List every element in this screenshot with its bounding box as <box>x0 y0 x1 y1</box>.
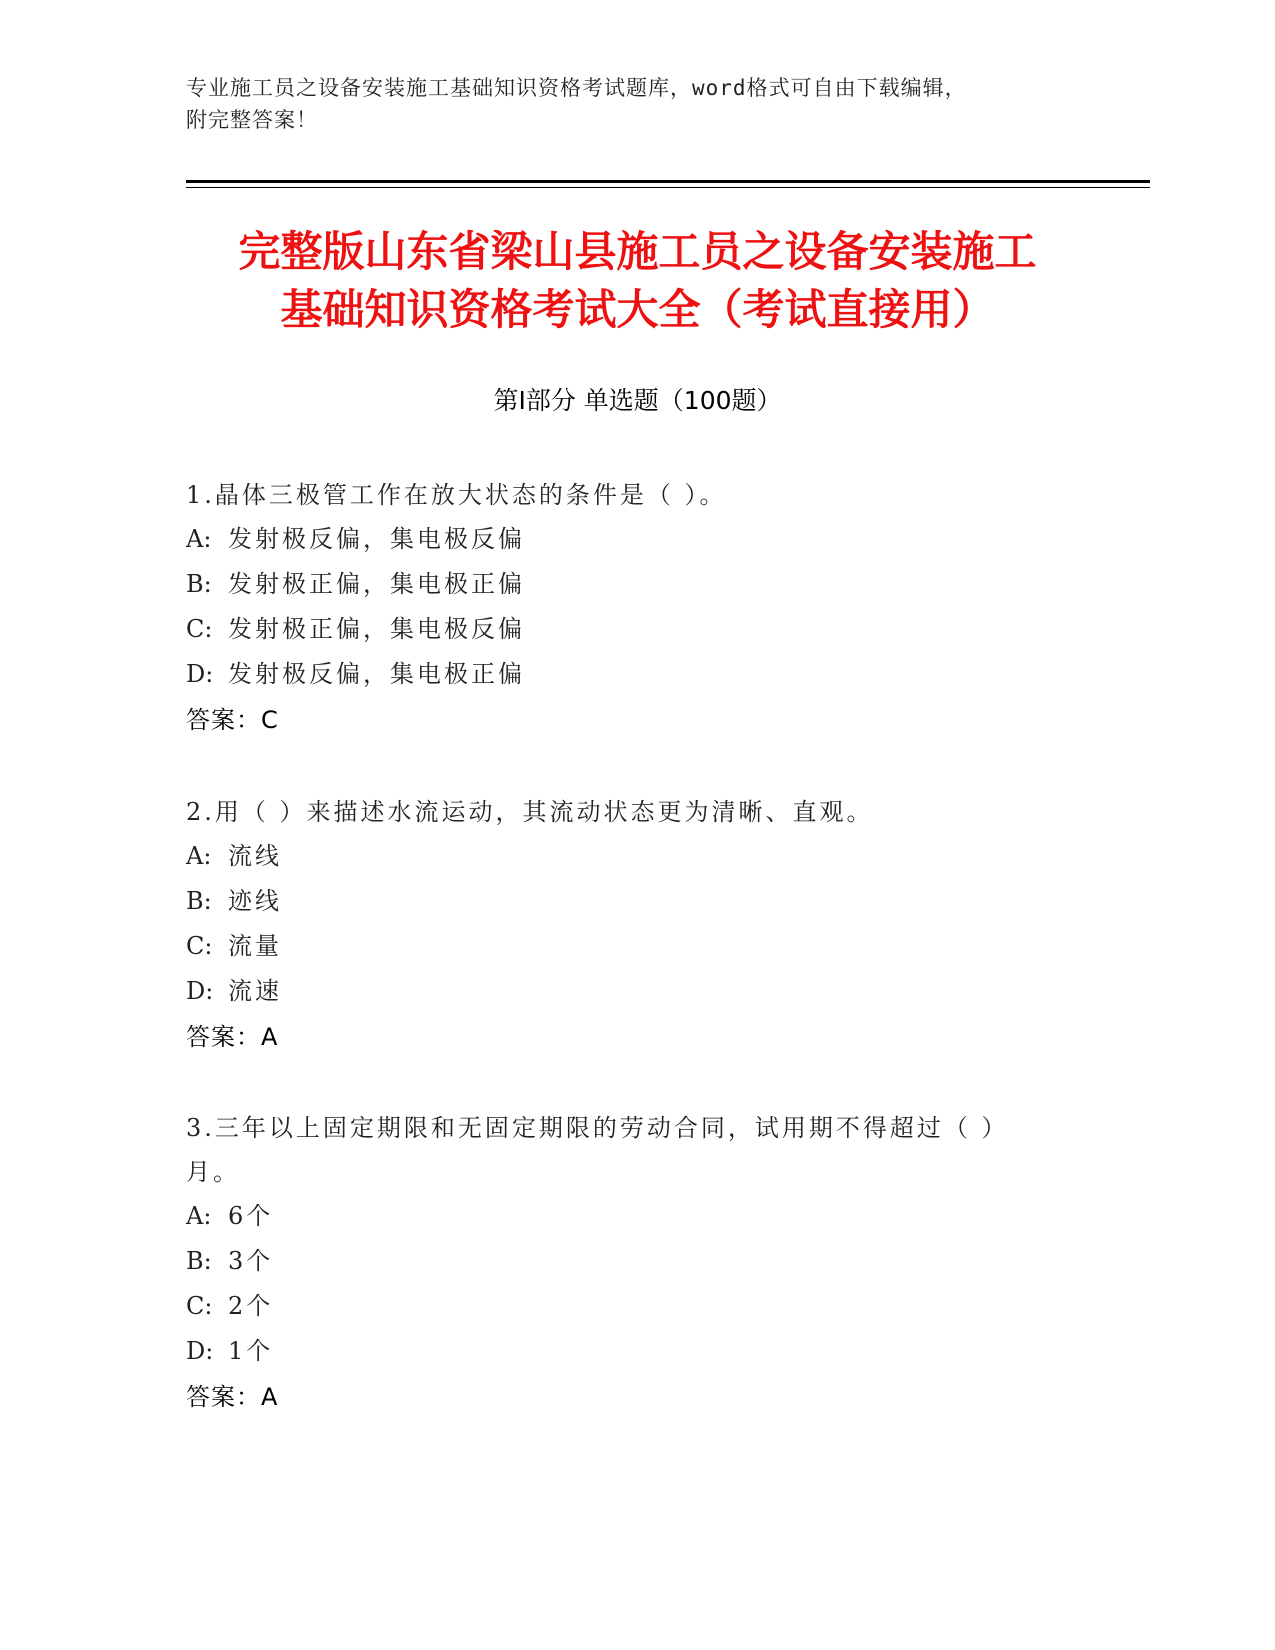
option-letter: A: <box>186 842 212 870</box>
option-letter: B: <box>186 887 212 915</box>
option-letter: B: <box>186 1247 212 1275</box>
option-text: 3个 <box>228 1247 274 1275</box>
question-2 <box>186 790 1086 1060</box>
header-divider-thick <box>186 180 1150 183</box>
option-text: 流线 <box>228 842 282 870</box>
answer-line: 答案：A <box>186 1023 279 1051</box>
option-c <box>186 1284 1086 1329</box>
option-letter: C: <box>186 1292 213 1320</box>
question-1 <box>186 473 1086 743</box>
option-a <box>186 517 1086 562</box>
option-c <box>186 924 1086 969</box>
question-3 <box>186 1106 1086 1420</box>
option-text: 流速 <box>228 977 282 1005</box>
option-d <box>186 969 1086 1014</box>
question-stem-continued: 月。 <box>186 1158 240 1186</box>
answer-line: 答案：C <box>186 706 279 734</box>
option-b <box>186 879 1086 924</box>
document-title-line-1: 完整版山东省梁山县施工员之设备安装施工 <box>238 227 1037 276</box>
question-stem: 1.晶体三极管工作在放大状态的条件是（ ）。 <box>186 481 727 509</box>
option-text: 流量 <box>228 932 282 960</box>
option-letter: C: <box>186 615 213 643</box>
option-text: 迹线 <box>228 887 282 915</box>
question-stem: 3.三年以上固定期限和无固定期限的劳动合同，试用期不得超过（ ） <box>186 1114 1009 1142</box>
option-b <box>186 562 1086 607</box>
header-note-line-1: 专业施工员之设备安装施工基础知识资格考试题库，word格式可自由下载编辑， <box>186 76 967 100</box>
option-a <box>186 1194 1086 1239</box>
document-title-line-2: 基础知识资格考试大全（考试直接用） <box>280 285 995 334</box>
question-stem: 2.用（ ）来描述水流运动，其流动状态更为清晰、直观。 <box>186 798 874 826</box>
option-text: 6个 <box>228 1202 274 1230</box>
option-text: 2个 <box>228 1292 274 1320</box>
option-text: 发射极反偏，集电极反偏 <box>228 525 525 553</box>
header-note <box>186 72 1086 136</box>
option-letter: D: <box>186 660 214 688</box>
option-letter: C: <box>186 932 213 960</box>
option-letter: D: <box>186 977 214 1005</box>
option-text: 发射极反偏，集电极正偏 <box>228 660 525 688</box>
option-text: 1个 <box>228 1337 274 1365</box>
option-a <box>186 834 1086 879</box>
document-title <box>0 223 1275 339</box>
option-text: 发射极正偏，集电极正偏 <box>228 570 525 598</box>
option-d <box>186 652 1086 697</box>
answer-line: 答案：A <box>186 1383 279 1411</box>
header-divider-thin <box>186 187 1150 188</box>
option-text: 发射极正偏，集电极反偏 <box>228 615 525 643</box>
header-note-line-2: 附完整答案！ <box>186 108 318 132</box>
option-d <box>186 1329 1086 1374</box>
option-b <box>186 1239 1086 1284</box>
option-letter: B: <box>186 570 212 598</box>
option-c <box>186 607 1086 652</box>
section-heading: 第Ⅰ部分 单选题（100题） <box>493 386 782 415</box>
option-letter: A: <box>186 525 212 553</box>
option-letter: D: <box>186 1337 214 1365</box>
option-letter: A: <box>186 1202 212 1230</box>
